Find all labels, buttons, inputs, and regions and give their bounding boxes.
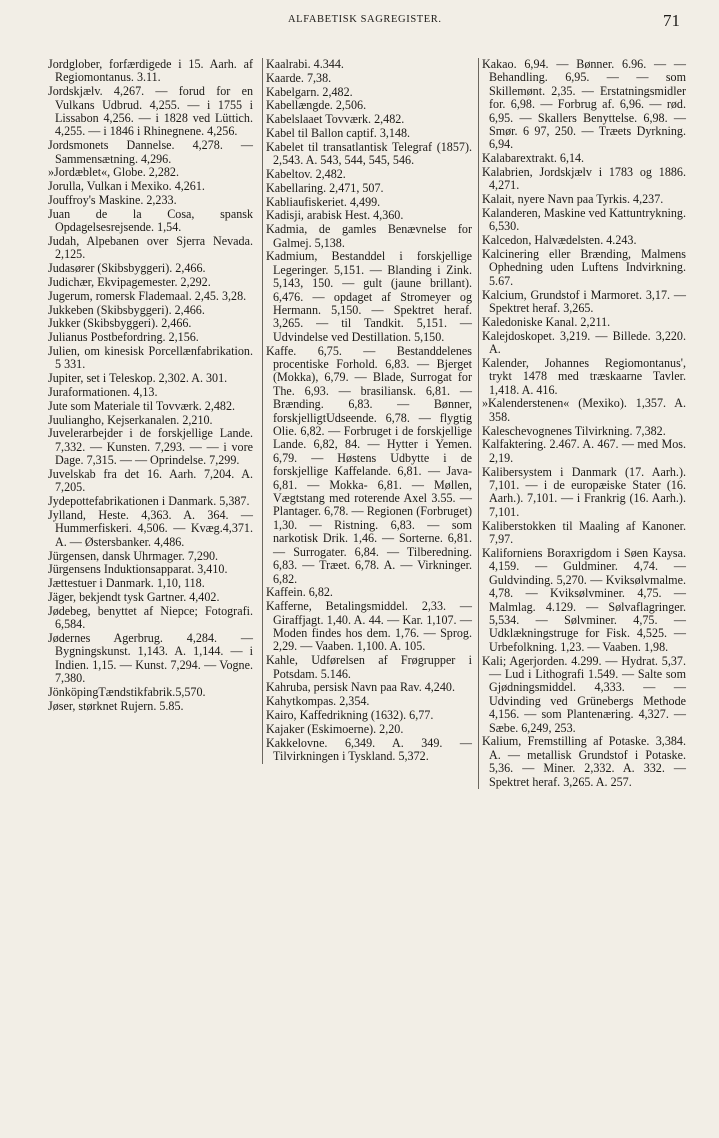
- index-entry: Jupiter, set i Teleskop. 2,302. A. 301.: [48, 371, 228, 386]
- index-entry: Kabellaring. 2,471, 507.: [266, 180, 384, 195]
- index-entry: Kaliberstokken til Maaling af Kanoner. 7,97.: [482, 518, 686, 547]
- index-entry: JönköpingTændstikfabrik.5,570.: [48, 685, 206, 700]
- index-entry: Juuliangho, Kejserkanalen. 2,210.: [48, 412, 213, 427]
- index-entry: Kalibersystem i Danmark (17. Aarh.). 7,101. — i de europæiske Stater (16. Aarh.). 7,101. — i Frankrig (16. Aarh.). 7,101.: [482, 464, 686, 519]
- index-entry: Jordskjælv. 4,267. — forud for en Vulkans Udbrud. 4,255. — i 1755 i Lissabon 4,256. — i 1828 ved Lüttich. 4,255. — i 1846 i Rhinegnene. 4,256.: [48, 84, 253, 139]
- page-number: 71: [663, 11, 680, 30]
- index-entry: Jødernes Agerbrug. 4,284. — Bygningskunst. 1,143. A. 1,144. — i Indien. 1,15. — Kunst. 7,294. — Vogne. 7,380.: [48, 631, 253, 686]
- index-entry: Kakao. 6,94. — Bønner. 6.96. — — Behandling. 6,95. — — som Skillemønt. 2,35. — Erstatningsmidler for. 6,98. — Forbrug af. 6,96. — rød. 6,95. — Skallers Benyttelse. 6,98. — Smør. 6 97, 250. — Træets Dyrkning. 6,94.: [482, 57, 686, 152]
- index-entry: Kalcium, Grundstof i Marmoret. 3,17. — Spektret heraf. 3,265.: [482, 287, 686, 316]
- index-entry: Jorulla, Vulkan i Mexiko. 4,261.: [48, 179, 205, 194]
- index-entry: Jäger, bekjendt tysk Gartner. 4,402.: [48, 590, 220, 604]
- index-entry: Jydepottefabrikationen i Danmark. 5,387.: [48, 494, 250, 509]
- index-entry: Kali; Agerjorden. 4.299. — Hydrat. 5,37. — Lud i Lithografi 1.549. — Salte som Gjødningsmiddel. 4,333. — — Udvinding ved Grünebergs Methode 4,156. — som Plantenæring. 4,327. — Sæbe. 6,249, 253.: [482, 653, 686, 735]
- index-entry: Jordglober, forfærdigede i 15. Aarh. af Regiomontanus. 3.11.: [48, 57, 253, 85]
- index-entry: Kalcedon, Halvædelsten. 4.243.: [482, 233, 637, 248]
- index-entry: Kabelgarn. 2,482.: [266, 84, 353, 99]
- index-entry: Kaliforniens Boraxrigdom i Søen Kaysa. 4,159. — Guldminer. 4,74. — Guldvinding. 5,270. — Kviksølvmalme. 4,78. — Kviksølvminer. 4,75. — Malmlag. 4.129. — Sølvaflagringer. 5,534. — Sølvminer. 4,75. — Udklækningstruge for Fisk. 4,525. — Urbefolkning. 1,23. — Vaaben. 1,98.: [482, 545, 686, 654]
- index-entry: Jættestuer i Danmark. 1,10, 118.: [48, 576, 205, 591]
- index-entry: Kadmia, de gamles Benævnelse for Galmej. 5,138.: [266, 222, 472, 250]
- index-column-1: [48, 58, 253, 714]
- index-entry: Jøser, størknet Rujern. 5.85.: [48, 698, 184, 713]
- index-entry: Kahle, Udførelsen af Frøgrupper i Potsdam. 5.146.: [266, 653, 472, 681]
- index-entry: Kabel til Ballon captif. 3,148.: [266, 125, 411, 140]
- index-column-2: [262, 58, 472, 764]
- index-entry: Kaalrabi. 4.344.: [266, 57, 344, 71]
- index-entry: Jugerum, romersk Flademaal. 2,45. 3,28.: [48, 288, 247, 303]
- index-entry: Kalabrien, Jordskjælv i 1783 og 1886. 4,271.: [482, 165, 686, 193]
- index-entry: Kadisji, arabisk Hest. 4,360.: [266, 208, 404, 223]
- index-entry: Kalejdoskopet. 3,219. — Billede. 3,220. A.: [482, 328, 686, 357]
- index-entry: »Jordæblet«, Globe. 2,282.: [48, 165, 180, 180]
- index-column-3: [478, 58, 686, 789]
- index-entry: Kalender, Johannes Regiomontanus', trykt 1478 med træskaarne Tavler. 1,418. A. 416.: [482, 355, 686, 397]
- index-entry: Jukker (Skibsbyggeri). 2,466.: [48, 316, 192, 331]
- index-entry: Kaarde. 7,38.: [266, 70, 332, 85]
- index-entry: Julien, om kinesisk Porcellænfabrikation. 5 331.: [48, 344, 253, 372]
- page-header: [0, 11, 719, 33]
- index-entry: Jouffroy's Maskine. 2,233.: [48, 193, 177, 208]
- index-entry: Kabliaufiskeriet. 4,499.: [266, 194, 381, 209]
- index-entry: Kalfaktering. 2.467. A. 467. — med Mos. 2,19.: [482, 437, 686, 465]
- index-entry: Kaffein. 6,82.: [266, 585, 333, 600]
- index-entry: Kalanderen, Maskine ved Kattuntrykning. 6,530.: [482, 206, 686, 234]
- index-entry: Kalcinering eller Brænding, Malmens Ophedning uden Luftens Indvirkning. 5.67.: [482, 247, 686, 288]
- index-entry: »Kalenderstenen« (Mexiko). 1,357. A. 358.: [482, 396, 686, 424]
- index-entry: Jürgensen, dansk Uhrmager. 7,290.: [48, 548, 219, 563]
- index-entry: Judichær, Ekvipagemester. 2,292.: [48, 275, 211, 290]
- index-entry: Julianus Postbefordring. 2,156.: [48, 330, 199, 345]
- index-entry: Juraformationen. 4,13.: [48, 385, 158, 399]
- index-entry: Judasører (Skibsbyggeri). 2,466.: [48, 261, 206, 276]
- index-entry: Kajaker (Eskimoerne). 2,20.: [266, 721, 404, 736]
- index-entry: Juan de la Cosa, spansk Opdagelsesrejsende. 1,54.: [48, 206, 253, 235]
- index-entry: Kalium, Fremstilling af Potaske. 3,384. A. — metallisk Grundstof i Potaske. 5,36. — Miner. 2,332. A. 332. — Spektret heraf. 3,265. A. 257.: [482, 734, 686, 789]
- index-entry: Kadmium, Bestanddel i forskjellige Legeringer. 5,151. — Blanding i Zink. 5,143, 150. — gult (jaune brillant). 6,476. — opdaget af Stromeyer og Hermann. 5,150. — Spektret heraf. 3,265. — til Tandkit. 5,151. — Udvindelse ved Destillation. 5,150.: [266, 249, 472, 344]
- index-entry: Jürgensens Induktionsapparat. 3,410.: [48, 562, 228, 577]
- index-entry: Jordsmonets Dannelse. 4,278. — Sammensætning. 4,296.: [48, 138, 253, 166]
- index-entry: Kaffe. 6,75. — Bestanddelenes procentiske Forhold. 6,83. — Bjerget (Mokka), 6,79. — Blade, Surrogat for The. 6,93. — brasiliansk. 6,81. — Brænding. 6,83. — Bønner, forskjelligtUdseende. 6,78. — flygtig Olie. 6,82. — Forbruget i de forskjellige Lande. 6,82, 84. — Hytter i Yemen. 6,79. — Høstens Udbytte i de forskjellige Kaffelande. 6,81. — Java- 6,81. — Mokka- 6,81. — Møllen, Vægtstang med roterende Axel 3.55. — Plantager. 6,78. — Regionen (Forbruget) 1,30. — Ristning. 6,83. — som narkotisk Drik. 1,46. — Sorterne. 6,81. — Surrogater. 6,84. — Tilberedning. 6,83. — Træet. 6,78. A. — Virkninger. 6,82.: [266, 343, 472, 586]
- index-entry: Kahytkompas. 2,354.: [266, 694, 370, 709]
- index-entry: Kabelslaaet Tovværk. 2,482.: [266, 112, 405, 127]
- index-entry: Kakkelovne. 6,349. A. 349. — Tilvirkningen i Tyskland. 5,372.: [266, 735, 472, 763]
- index-entry: Jute som Materiale til Tovværk. 2,482.: [48, 398, 236, 413]
- index-entry: Kafferne, Betalingsmiddel. 2,33. — Giraffjagt. 1,40. A. 44. — Kar. 1,107. — Moden findes hos dem. 1,76. — Sprog. 2,29. — Vaaben. 1,100. A. 105.: [266, 599, 472, 654]
- index-entry: Judah, Alpebanen over Sjerra Nevada. 2,125.: [48, 234, 253, 262]
- index-entry: Kalait, nyere Navn paa Tyrkis. 4,237.: [482, 192, 664, 207]
- index-entry: Kabeltov. 2,482.: [266, 166, 346, 181]
- index-entry: Kaleschevognenes Tilvirkning. 7,382.: [482, 423, 666, 438]
- running-title: ALFABETISK SAGREGISTER.: [288, 14, 442, 25]
- index-entry: Kabellængde. 2,506.: [266, 98, 367, 113]
- index-entry: Jukkeben (Skibsbyggeri). 2,466.: [48, 302, 205, 317]
- index-entry: Kalabarextrakt. 6,14.: [482, 151, 585, 166]
- index-entry: Kahruba, persisk Navn paa Rav. 4,240.: [266, 680, 455, 695]
- index-entry: Juvelerarbejder i de forskjellige Lande. 7,332. — Kunsten. 7,293. — — i vore Dage. 7,315. — — Oprindelse. 7,299.: [48, 426, 253, 468]
- index-entry: Kabelet til transatlantisk Telegraf (1857). 2,543. A. 543, 544, 545, 546.: [266, 139, 472, 168]
- index-entry: Kaledoniske Kanal. 2,211.: [482, 314, 611, 329]
- index-entry: Kairo, Kaffedrikning (1632). 6,77.: [266, 707, 434, 722]
- index-entry: Jødebeg, benyttet af Niepce; Fotografi. 6,584.: [48, 603, 253, 632]
- index-entry: Jylland, Heste. 4,363. A. 364. — Hummerfiskeri. 4,506. — Kvæg.4,371. A. — Østersbanker. 4,486.: [48, 508, 253, 549]
- index-entry: Juvelskab fra det 16. Aarh. 7,204. A. 7,205.: [48, 467, 253, 495]
